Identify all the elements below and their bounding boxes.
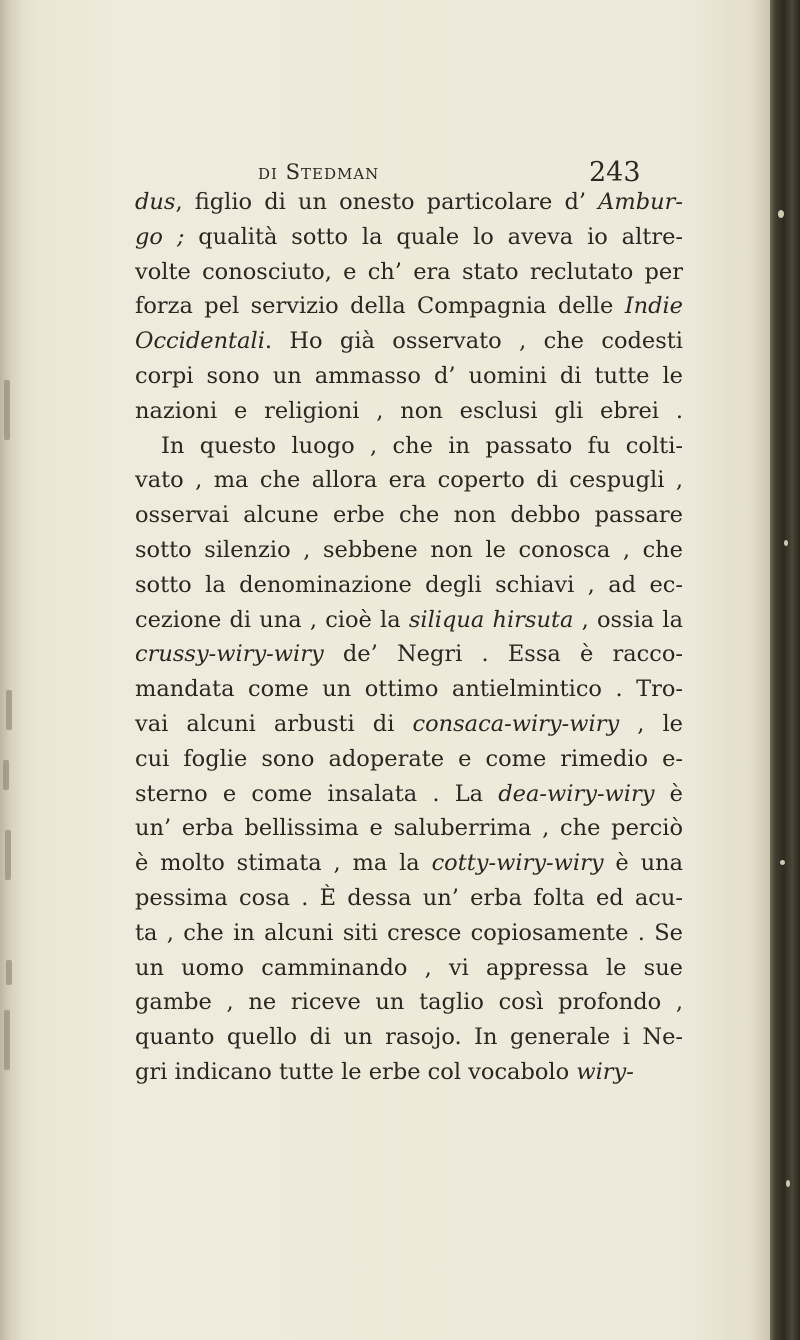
- text-run: un’ erba bellissima e saluberrima , che perciò: [135, 815, 683, 842]
- text-line: [135, 255, 683, 290]
- text-run: sotto silenzio , sebbene non le conosca , che: [135, 536, 683, 563]
- text-line: [135, 846, 683, 881]
- text-run: . Ho già osservato , che codesti: [264, 328, 683, 355]
- text-run: corpi sono un ammasso d’ uomini di tutte le: [135, 362, 683, 389]
- text-line: [135, 1055, 683, 1090]
- text-run: vai alcuni arbusti di: [135, 710, 413, 737]
- italic-term: go ;: [135, 223, 185, 250]
- page-edge-shadow: [770, 0, 800, 1340]
- text-line: [135, 603, 683, 638]
- text-line: [135, 463, 683, 498]
- text-run: vato , ma che allora era coperto di cespugli ,: [135, 467, 683, 494]
- text-run: sotto la denominazione degli schiavi , ad ec-: [135, 571, 683, 598]
- text-line: [135, 881, 683, 916]
- text-line: [135, 742, 683, 777]
- text-run: quanto quello di un rasojo. In generale i Ne-: [135, 1024, 683, 1051]
- italic-term: dus: [135, 189, 176, 215]
- text-line: [135, 951, 683, 986]
- text-line: [135, 637, 683, 672]
- text-line: [135, 916, 683, 951]
- binding-edge: [0, 0, 34, 1340]
- text-line: [135, 324, 683, 359]
- running-head: di Stedman: [258, 160, 380, 184]
- italic-term: crussy-wiry-wiry: [135, 641, 324, 668]
- text-run: qualità sotto la quale lo aveva io altre-: [184, 223, 684, 250]
- italic-term: Indie: [624, 293, 683, 320]
- text-line: [135, 707, 683, 742]
- text-run: è: [654, 780, 683, 807]
- text-run: pessima cosa . È dessa un’ erba folta ed acu-: [135, 884, 683, 911]
- text-line: [135, 777, 683, 812]
- italic-term: wiry-: [576, 1058, 634, 1085]
- text-line: [135, 811, 683, 846]
- text-line: [135, 498, 683, 533]
- text-run: gri indicano tutte le erbe col vocabolo: [135, 1058, 577, 1085]
- page-number: 243: [589, 157, 641, 188]
- text-run: è molto stimata , ma la: [135, 850, 432, 877]
- italic-term: dea-wiry-wiry: [498, 780, 655, 807]
- text-line: [135, 289, 683, 324]
- text-line: [135, 220, 683, 255]
- text-run: cui foglie sono adoperate e come rimedio e-: [135, 745, 683, 772]
- text-run: , le: [619, 710, 683, 737]
- text-run: ta , che in alcuni siti cresce copiosamente . Se: [135, 919, 683, 946]
- italic-term: Occidentali: [135, 328, 265, 355]
- text-run: , figlio di un onesto particolare d’: [175, 189, 599, 215]
- text-run: sterno e come insalata . La: [135, 780, 499, 807]
- italic-term: cotty-wiry-wiry: [431, 850, 604, 877]
- text-run: de’ Negri . Essa è racco-: [323, 641, 683, 668]
- text-line: [135, 429, 683, 464]
- text-line: [135, 672, 683, 707]
- text-line: [135, 394, 683, 429]
- text-run: nazioni e religioni , non esclusi gli ebrei .: [135, 397, 683, 424]
- text-run: forza pel servizio della Compagnia delle: [135, 293, 625, 320]
- text-line: [135, 359, 683, 394]
- text-line: [135, 185, 683, 220]
- text-run: cezione di una , cioè la: [135, 606, 409, 633]
- text-run: , ossia la: [573, 606, 684, 633]
- text-run: osservai alcune erbe che non debbo passare: [135, 502, 683, 529]
- text-line: [135, 985, 683, 1020]
- text-run: In questo luogo , che in passato fu colti-: [161, 432, 683, 459]
- body-text: [135, 185, 683, 1090]
- text-run: volte conosciuto, e ch’ era stato reclutato per: [135, 258, 683, 285]
- italic-term: siliqua hirsuta: [408, 606, 574, 633]
- text-run: è una: [603, 850, 683, 877]
- text-line: [135, 533, 683, 568]
- text-run: gambe , ne riceve un taglio così profondo ,: [135, 989, 683, 1016]
- italic-term: Ambur-: [598, 189, 683, 215]
- text-line: [135, 568, 683, 603]
- text-line: [135, 1020, 683, 1055]
- text-run: un uomo camminando , vi appressa le sue: [135, 954, 683, 981]
- text-run: mandata come un ottimo antielmintico . Tro-: [135, 676, 683, 703]
- italic-term: consaca-wiry-wiry: [412, 710, 620, 737]
